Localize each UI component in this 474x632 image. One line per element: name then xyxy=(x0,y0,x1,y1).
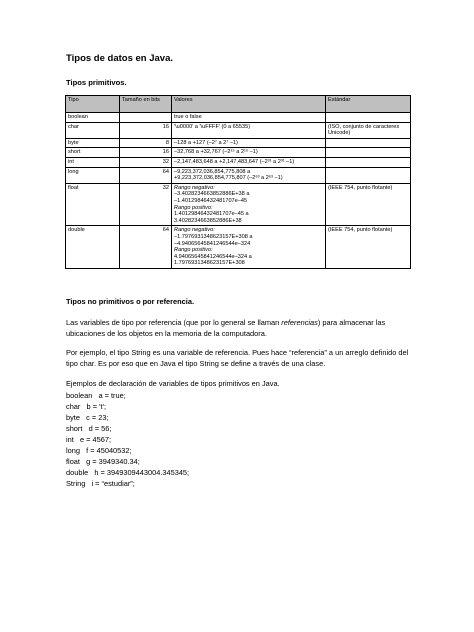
cell-size: 16 xyxy=(120,122,172,138)
code-line: float g = 3949340.34; xyxy=(66,457,140,466)
cell-values xyxy=(172,183,326,226)
value-line: 1.7976931348623157E+308 xyxy=(174,260,245,267)
value-line: Rango positivo: xyxy=(174,204,213,211)
value-line: true o false xyxy=(174,114,202,120)
section-heading-references: Tipos no primitivos o por referencia. xyxy=(66,297,194,306)
table-row xyxy=(66,138,411,148)
cell-values xyxy=(172,148,326,158)
cell-values xyxy=(172,113,326,123)
cell-type: boolean xyxy=(66,113,120,123)
code-line: char b = 't'; xyxy=(66,402,106,411)
cell-standard xyxy=(326,113,411,123)
code-line: byte c = 23; xyxy=(66,413,109,422)
paragraph-text: ) para almacenar las ubicaciones de los objetos en la memoria de la computadora. xyxy=(66,318,386,338)
code-line: int e = 4567; xyxy=(66,435,111,444)
cell-standard: (ISO, conjunto de caracteres Unicode) xyxy=(326,122,411,138)
code-line: boolean a = true; xyxy=(66,391,126,400)
value-line: Rango negativo: xyxy=(174,184,215,191)
cell-size: 64 xyxy=(120,167,172,183)
value-line: –128 a +127 (–2⁷ a 2⁷ –1) xyxy=(174,139,238,146)
code-line: long f = 45040532; xyxy=(66,446,132,455)
header-tipo: Tipo xyxy=(66,96,120,113)
header-valores: Valores xyxy=(172,96,326,113)
header-estandar: Estándar xyxy=(326,96,411,113)
value-line: 4.94065645841246544e–324 a xyxy=(174,253,252,260)
value-line: Rango positivo: xyxy=(174,247,213,254)
cell-type: short xyxy=(66,148,120,158)
cell-type: long xyxy=(66,167,120,183)
cell-standard xyxy=(326,157,411,167)
cell-values xyxy=(172,226,326,269)
cell-standard xyxy=(326,148,411,158)
value-line: –32,768 a +32,767 (–2¹⁵ a 2¹⁵ –1) xyxy=(174,149,258,156)
code-line: short d = 56; xyxy=(66,424,112,433)
table-row xyxy=(66,157,411,167)
cell-values xyxy=(172,122,326,138)
cell-size: 32 xyxy=(120,183,172,226)
cell-values xyxy=(172,167,326,183)
cell-standard: (IEEE 754, punto flotante) xyxy=(326,226,411,269)
cell-type: double xyxy=(66,226,120,269)
value-line: –3.4028234663852886E+38 a xyxy=(174,191,250,198)
value-line: '\u0000' a '\uFFFF' (0 a 65535) xyxy=(174,123,251,130)
table-body xyxy=(66,113,411,269)
cell-type: char xyxy=(66,122,120,138)
table-row xyxy=(66,148,411,158)
cell-standard xyxy=(326,138,411,148)
cell-size: 64 xyxy=(120,226,172,269)
cell-type: float xyxy=(66,183,120,226)
page-title: Tipos de datos en Java. xyxy=(66,53,174,64)
cell-standard: (IEEE 754, punto flotante) xyxy=(326,183,411,226)
paragraph-emphasis: referencias xyxy=(281,318,318,327)
header-tamano: Tamaño en bits xyxy=(120,96,172,113)
value-line: –2,147,483,648 a +2,147,483,647 (–2³¹ a 2³¹ –1) xyxy=(174,158,295,165)
code-line: String i = “estudiar”; xyxy=(66,479,135,488)
primitive-types-table xyxy=(65,95,411,269)
table-row xyxy=(66,226,411,269)
table-row xyxy=(66,113,411,123)
value-line: 3.4028234663852886E+38 xyxy=(174,217,242,224)
table-header-row xyxy=(66,96,411,113)
table-row xyxy=(66,167,411,183)
table-row xyxy=(66,183,411,226)
value-line: +9,223,372,036,854,775,807 (–2⁶³ a 2⁶³ –1) xyxy=(174,175,283,182)
value-line: –1.7976931348623157E+308 a xyxy=(174,233,253,240)
cell-type: byte xyxy=(66,138,120,148)
cell-size xyxy=(120,113,172,123)
cell-size: 8 xyxy=(120,138,172,148)
cell-size: 32 xyxy=(120,157,172,167)
value-line: 1.40129846432481707e–45 a xyxy=(174,211,249,218)
paragraph-text: Las variables de tipo por referencia (que por lo general se llaman xyxy=(66,318,282,327)
code-line: double h = 3949309443004.345345; xyxy=(66,468,190,477)
paragraph-string-example: Por ejemplo, el tipo String es una variable de referencia. Pues hace “referencia” a un arreglo definido del tipo char. Es por eso que en Java el tipo String se define a través de una clase. xyxy=(66,348,409,368)
cell-type: int xyxy=(66,157,120,167)
section-heading-primitives: Tipos primitivos. xyxy=(66,78,127,87)
cell-values xyxy=(172,157,326,167)
value-line: –1.40129846432481707e–45 xyxy=(174,197,248,204)
cell-values xyxy=(172,138,326,148)
cell-size: 16 xyxy=(120,148,172,158)
value-line: –4.94065645841246544e–324 xyxy=(174,240,251,247)
code-examples xyxy=(66,390,189,489)
table-row xyxy=(66,122,411,138)
paragraph-references xyxy=(66,317,416,339)
value-line: –9,223,372,036,854,775,808 a xyxy=(174,168,251,175)
value-line: Rango negativo: xyxy=(174,227,215,234)
paragraph-examples-intro: Ejemplos de declaración de variables de tipos primitivos en Java. xyxy=(66,379,280,388)
cell-standard xyxy=(326,167,411,183)
